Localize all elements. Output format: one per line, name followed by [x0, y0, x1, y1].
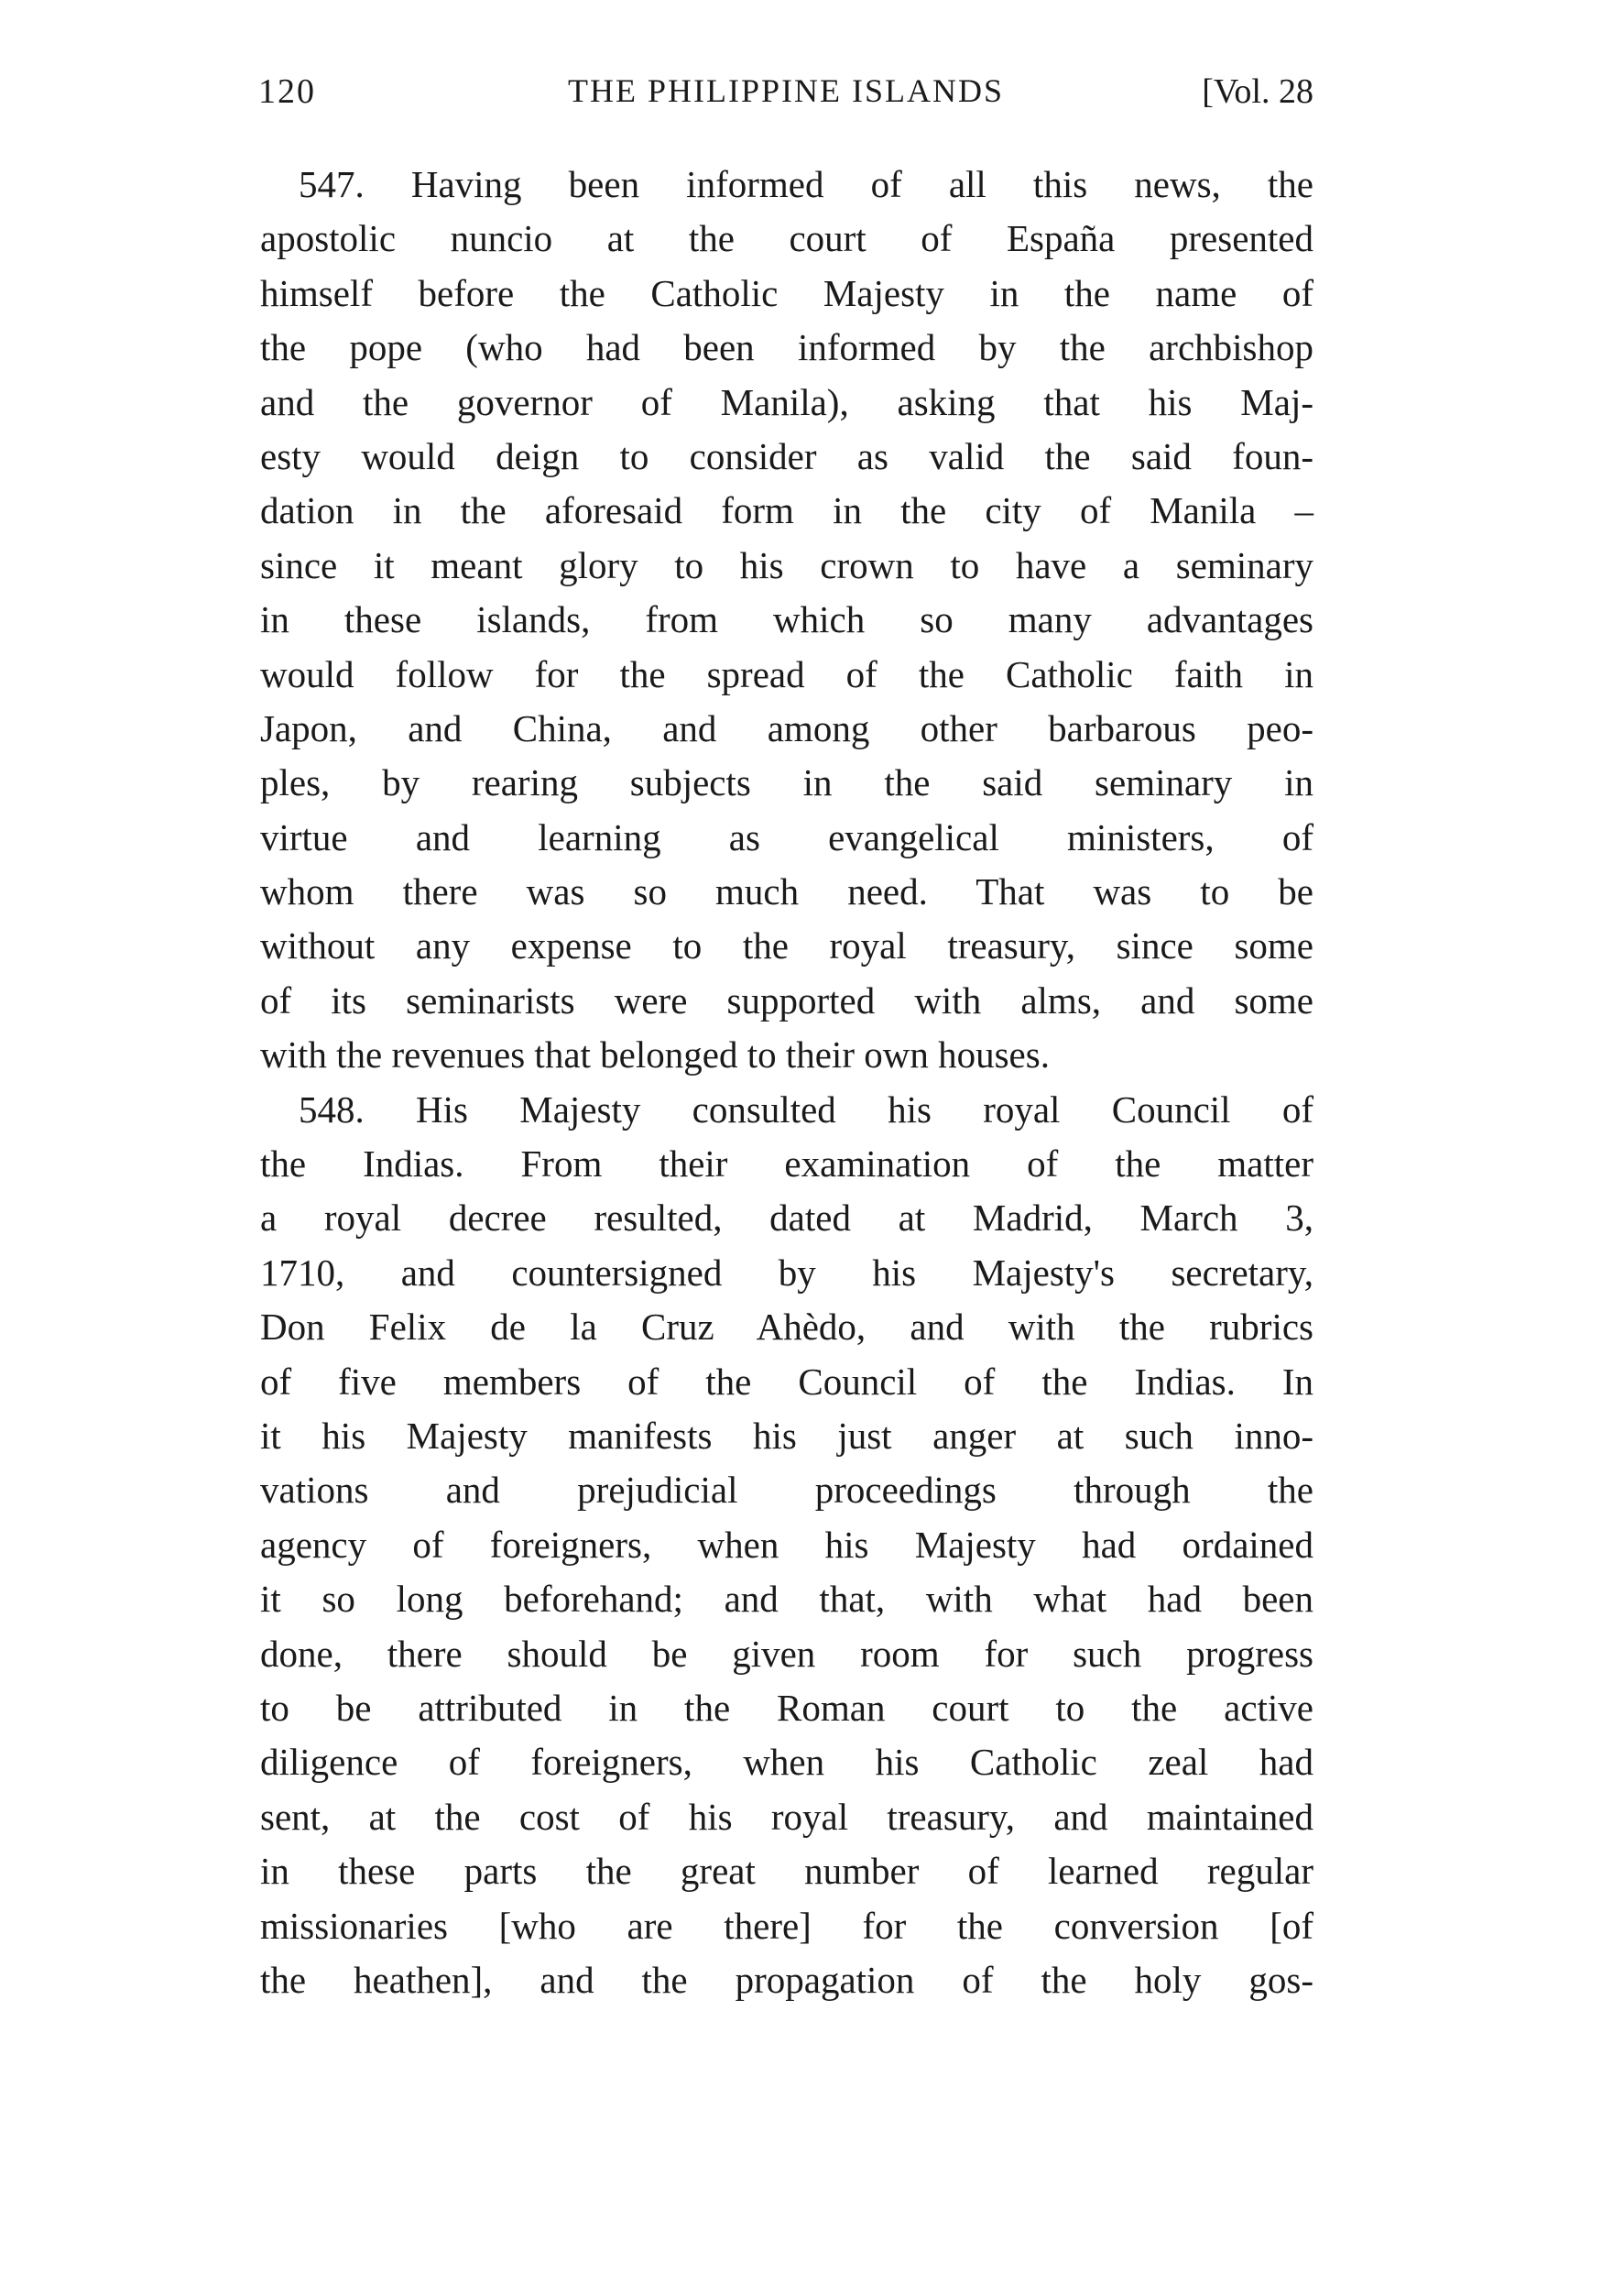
text-line-content: in these islands, from which so many advantages — [260, 598, 1313, 641]
text-line-content: himself before the Catholic Majesty in the name of — [260, 271, 1313, 314]
text-line-content: the heathen], and the propagation of the holy gos- — [260, 1958, 1313, 2001]
text-line-content: Don Felix de la Cruz Ahèdo, and with the rubrics — [260, 1306, 1313, 1349]
text-line — [260, 1083, 1313, 1137]
text-line-content: 1710, and countersigned by his Majesty's secretary, — [260, 1251, 1313, 1294]
volume-label: [Vol. 28 — [1202, 72, 1313, 111]
text-line — [260, 321, 1313, 375]
text-line — [260, 267, 1313, 321]
text-line — [260, 376, 1313, 430]
text-line-content: diligence of foreigners, when his Catholic zeal had — [260, 1741, 1313, 1784]
text-line — [260, 1844, 1313, 1898]
text-line — [260, 1899, 1313, 1953]
text-line-content: done, there should be given room for such progress — [260, 1632, 1313, 1675]
text-line — [260, 212, 1313, 266]
text-line — [260, 1409, 1313, 1463]
text-line — [260, 539, 1313, 593]
text-line-content: sent, at the cost of his royal treasury, and maintained — [260, 1795, 1313, 1838]
text-line — [260, 1137, 1313, 1191]
text-line — [260, 1572, 1313, 1626]
text-line-content: would follow for the spread of the Catholic faith in — [260, 652, 1313, 695]
text-line-content: the Indias. From their examination of the matter — [260, 1142, 1313, 1186]
text-line — [260, 1735, 1313, 1789]
text-line-content: of its seminarists were supported with alms, and some — [260, 978, 1313, 1022]
text-line-content: apostolic nuncio at the court of España presented — [260, 217, 1313, 260]
running-title: THE PHILIPPINE ISLANDS — [568, 72, 1004, 109]
text-line-content: missionaries [who are there] for the conversion [of — [260, 1904, 1313, 1947]
text-line — [260, 1028, 1313, 1082]
text-line — [260, 1355, 1313, 1409]
text-line-content: of five members of the Council of the Indias. In — [260, 1360, 1313, 1403]
page-number: 120 — [258, 72, 316, 111]
text-line-content: virtue and learning as evangelical ministers, of — [260, 815, 1313, 858]
text-line — [260, 1627, 1313, 1681]
text-line — [260, 1790, 1313, 1844]
text-line-content: vations and prejudicial proceedings through the — [260, 1469, 1313, 1512]
text-line-content: dation in the aforesaid form in the city of Manila – — [260, 489, 1313, 532]
text-line — [260, 1463, 1313, 1517]
text-line-content: 548. His Majesty consulted his royal Council of — [299, 1087, 1313, 1131]
text-line — [260, 756, 1313, 810]
text-line — [260, 1191, 1313, 1245]
text-line-content: Japon, and China, and among other barbarous peo- — [260, 706, 1313, 749]
text-line-content: with the revenues that belonged to their own houses. — [260, 1033, 1050, 1076]
text-line-content: 547. Having been informed of all this news, the — [299, 163, 1313, 205]
text-line-content: ples, by rearing subjects in the said seminary in — [260, 761, 1313, 804]
text-line — [260, 702, 1313, 756]
text-line-content: without any expense to the royal treasury, since some — [260, 924, 1313, 967]
text-line — [260, 1518, 1313, 1572]
running-header — [258, 71, 1313, 117]
text-line — [260, 1300, 1313, 1354]
text-line-content: since it meant glory to his crown to have a seminary — [260, 543, 1313, 586]
text-line — [260, 974, 1313, 1028]
text-line — [260, 919, 1313, 973]
text-line — [260, 430, 1313, 484]
text-line — [260, 158, 1313, 212]
text-line-content: esty would deign to consider as valid the said foun- — [260, 434, 1313, 477]
text-line-content: it so long beforehand; and that, with what had been — [260, 1578, 1313, 1621]
text-line-content: to be attributed in the Roman court to the active — [260, 1686, 1313, 1729]
text-line-content: it his Majesty manifests his just anger at such inno- — [260, 1414, 1313, 1457]
text-line-content: a royal decree resulted, dated at Madrid, March 3, — [260, 1197, 1313, 1240]
text-line — [260, 811, 1313, 865]
text-line — [260, 1681, 1313, 1735]
text-line — [260, 484, 1313, 538]
text-line — [260, 593, 1313, 647]
text-line — [260, 865, 1313, 919]
text-line-content: whom there was so much need. That was to be — [260, 870, 1313, 913]
text-line — [260, 1953, 1313, 2007]
text-line — [260, 648, 1313, 702]
text-line-content: agency of foreigners, when his Majesty had ordained — [260, 1523, 1313, 1566]
text-line-content: in these parts the great number of learned regular — [260, 1850, 1313, 1893]
text-line-content: and the governor of Manila), asking that his Maj- — [260, 380, 1313, 423]
text-line-content: the pope (who had been informed by the archbishop — [260, 326, 1313, 369]
page-body-text — [260, 158, 1313, 2007]
text-line — [260, 1246, 1313, 1300]
